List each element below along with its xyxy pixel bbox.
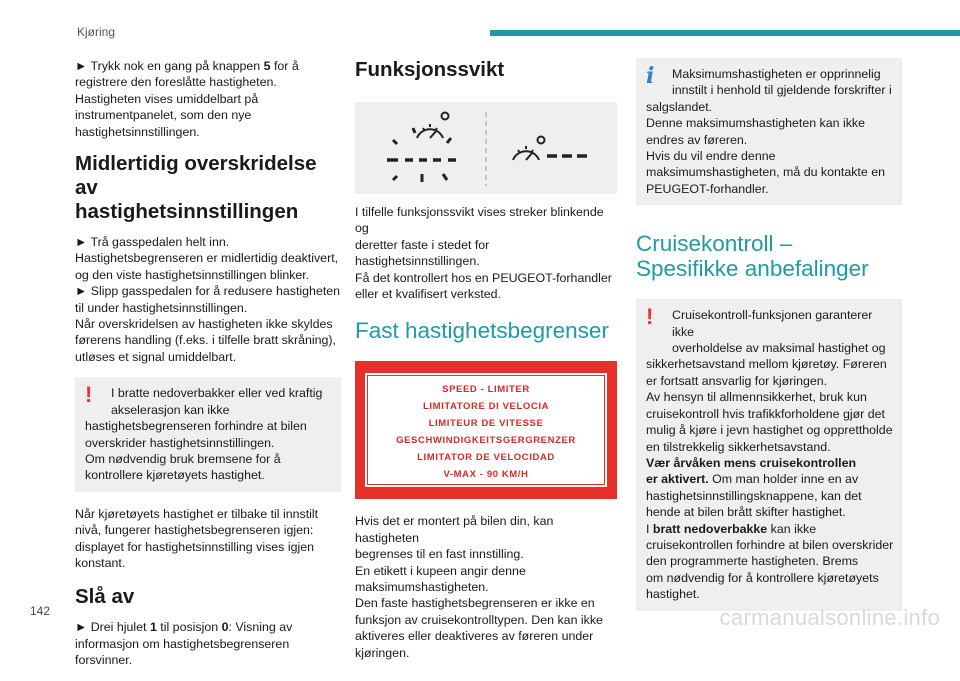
heading-line: Midlertidig overskridelse av	[75, 152, 317, 200]
text-line: konstant.	[75, 555, 126, 570]
page-number: 142	[30, 604, 51, 618]
text-line: en tilstrekkelig sikkerhetsavstand.	[646, 439, 831, 454]
bold-text: bratt nedoverbakke	[652, 521, 768, 536]
text-line: Av hensyn til allmennsikkerhet, bruk kun	[646, 390, 867, 405]
text-line	[646, 471, 894, 487]
text-line: ► Drei hjulet 1 til posisjon 0: Visning av	[75, 620, 293, 635]
warning-note	[75, 377, 341, 491]
text-line: kontrollere kjøretøyets hastighet.	[85, 468, 265, 483]
text-line: mulig å kjøre i jevn hastighet og opprettholde	[646, 423, 893, 438]
exclamation-warning-icon: !	[85, 382, 93, 408]
text-line: informasjon om hastighetsbegrenseren	[75, 636, 290, 651]
text-line: ► Trå gasspedalen helt inn.	[75, 235, 230, 250]
fault-paragraph	[355, 204, 617, 302]
text-line: PEUGEOT-forhandler.	[646, 181, 769, 196]
text-line: forsvinner.	[75, 653, 133, 668]
text-line: er fortsatt ansvarlig for kjøringen.	[646, 373, 828, 388]
text-line: overholdelse av maksimal hastighet og	[672, 341, 886, 356]
off-paragraph	[75, 619, 341, 668]
text-line: innstilt i henhold til gjeldende forskrifter i	[672, 83, 892, 98]
text-line: hastighetsinnstillingsknappene, kan det	[646, 488, 862, 503]
text-line: Hastigheten vises umiddelbart på	[75, 91, 259, 106]
label-line: GESCHWINDIGKEITSGERGRENZER	[396, 435, 576, 447]
text-line: I tilfelle funksjonssvikt vises streker blinkende og	[355, 205, 604, 236]
heading-line: Spesifikke anbefalinger	[636, 256, 869, 282]
info-icon: i	[646, 63, 655, 89]
exclamation-warning-icon: !	[646, 304, 654, 330]
column-3	[636, 58, 902, 625]
watermark: carmanualsonline.info	[719, 605, 940, 630]
text-line: ► Trykk nok en gang på knappen 5 for å	[75, 59, 299, 73]
column-1	[75, 58, 341, 681]
text-line: aktiveres eller deaktiveres av føreren under	[355, 629, 594, 644]
heading-line: hastighetsinnstillingen	[75, 200, 299, 224]
text-line: I bratte nedoverbakker eller ved kraftig	[111, 386, 323, 401]
text-line: Den faste hastighetsbegrenseren er ikke en	[355, 596, 595, 611]
speedometer-dashes-blinking-icon	[387, 113, 456, 183]
label-line: LIMITEUR DE VITESSE	[428, 418, 544, 430]
text-line: overskrider hastighetsinnstillingen.	[85, 435, 275, 450]
text-line: Maksimumshastigheten er opprinnelig	[672, 67, 881, 81]
label-line: LIMITATOR DE VELOCIDAD	[417, 452, 555, 464]
fixed-limiter-paragraph	[355, 513, 617, 661]
text-line: displayet for hastighetsinnstilling vises igjen	[75, 539, 314, 554]
resume-paragraph	[75, 506, 341, 572]
section-heading-override	[75, 152, 341, 224]
text-line: begrenses til en fast innstilling.	[355, 547, 524, 562]
text-line: endres av føreren.	[646, 132, 748, 147]
speedometer-dashes-icon	[513, 137, 587, 161]
text-line: til under hastighetsinnstillingen.	[75, 300, 248, 315]
bold-text: er aktivert.	[646, 472, 709, 487]
text-line: cruisekontrollen forhindre at bilen overskrider	[646, 537, 894, 552]
info-note	[636, 58, 902, 205]
text-line: Hastighetsbegrenseren er midlertidig deaktivert,	[75, 251, 339, 266]
text-line: akselerasjon kan ikke	[111, 402, 230, 417]
label-inner	[367, 375, 605, 485]
text-line: Hvis det er montert på bilen din, kan hastigheten	[355, 514, 554, 545]
inline-text: kan ikke	[767, 521, 817, 536]
bold-text: Vær årvåken mens cruisekontrollen	[646, 455, 857, 470]
text-line	[646, 455, 894, 471]
text-line: den programmerte hastigheten. Brems	[646, 554, 859, 569]
text-line: kjøringen.	[355, 645, 410, 660]
text-line: Når kjøretøyets hastighet er tilbake til innstilt	[75, 506, 319, 521]
text-line: registrere den foreslåtte hastigheten.	[75, 75, 277, 90]
text-line: salgslandet.	[646, 99, 713, 114]
running-header: Kjøring	[77, 25, 116, 39]
text-line: En etikett i kupeen angir denne	[355, 563, 526, 578]
text-line: deretter faste i stedet for hastighetsinnstillingen.	[355, 237, 490, 269]
text-line: førerens handling (f.eks. i tilfelle bratt skråning),	[75, 333, 337, 348]
section-heading-cruise	[636, 231, 902, 281]
label-line: V-MAX - 90 KM/H	[443, 469, 529, 481]
text-line: maksimumshastigheten.	[355, 580, 489, 595]
section-heading-fault: Funksjonssvikt	[355, 58, 505, 81]
heading-line: Cruisekontroll –	[636, 231, 793, 257]
cruise-warning-note	[636, 299, 902, 610]
text-line: hastighetsinnstillingen.	[75, 124, 200, 139]
text-line: instrumentpanelet, som den nye	[75, 108, 252, 123]
text-line: maksimumshastigheten, må du kontakte en	[646, 165, 885, 180]
text-line: ► Slipp gasspedalen for å redusere hastigheten	[75, 284, 341, 299]
text-line: hende at bilen brått skifter hastighet.	[646, 505, 846, 520]
column-2	[355, 58, 617, 673]
section-heading-fixed-limiter: Fast hastighetsbegrenser	[355, 318, 609, 344]
text-line	[646, 521, 894, 537]
text-line: Hvis du vil endre denne	[646, 149, 776, 164]
text-line: og den viste hastighetsinnstillingen blinker.	[75, 267, 310, 282]
header-accent-bar	[490, 30, 960, 36]
fault-svg	[355, 102, 617, 194]
text-line: eller et kvalifisert verksted.	[355, 287, 501, 302]
inline-text: Om man holder inne en av	[708, 472, 859, 487]
intro-paragraph	[75, 58, 341, 140]
override-paragraph	[75, 234, 341, 365]
text-line: Få det kontrollert hos en PEUGEOT-forhandler	[355, 270, 612, 285]
text-line: Cruisekontroll-funksjonen garanterer ikke	[672, 308, 873, 339]
text-line: funksjon av cruisekontrolltypen. Den kan ikke	[355, 612, 603, 627]
text-line: nivå, fungerer hastighetsbegrenseren igjen:	[75, 523, 314, 538]
text-line: hastighet.	[646, 587, 700, 602]
text-line: cruisekontroll hvis trafikkforholdene gjør det	[646, 406, 885, 421]
label-line: LIMITATORE DI VELOCIA	[422, 401, 550, 413]
text-line: sikkerhetsavstand mellom kjøretøy. Føreren	[646, 357, 887, 372]
text-line: Når overskridelsen av hastigheten ikke skyldes	[75, 317, 333, 332]
text-line: om nødvendig for å kontrollere kjøretøyets	[646, 570, 879, 585]
text-line: Denne maksimumshastigheten kan ikke	[646, 116, 866, 131]
label-line: SPEED - LIMITER	[442, 384, 530, 396]
section-heading-off: Slå av	[75, 585, 135, 609]
inline-text: I	[646, 521, 653, 536]
fault-display-illustration	[355, 102, 617, 194]
speed-limiter-label	[355, 361, 617, 499]
text-line: utløses et signal umiddelbart.	[75, 349, 237, 364]
text-line: hastighetsbegrenseren forhindre at bilen	[85, 419, 307, 434]
text-line: Om nødvendig bruk bremsene for å	[85, 451, 281, 466]
